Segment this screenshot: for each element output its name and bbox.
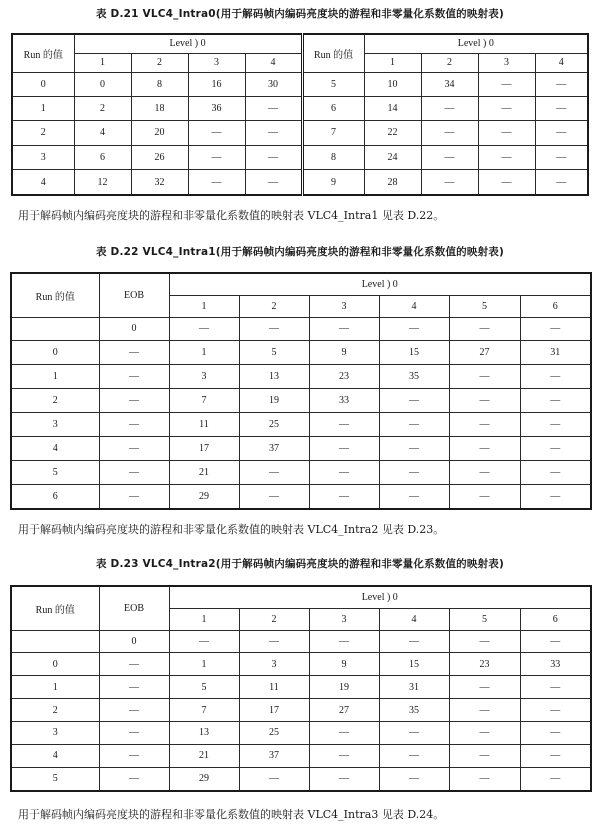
level-col-header: 2	[239, 295, 309, 317]
level-col-header: 2	[421, 53, 478, 72]
level-header-right: Level ) 0	[364, 34, 588, 53]
level-col-header: 2	[131, 53, 188, 72]
table-row: 2 — 7 19 33 — — —	[11, 389, 591, 413]
table-row: 3 — 13 25 — — — —	[11, 721, 591, 744]
table-d22-caption: 表 D.22 VLC4_Intra1(用于解码帧内编码亮度块的游程和非零量化系数值的映射表)	[96, 246, 504, 258]
table-row: 0 — 1 3 9 15 23 33	[11, 653, 591, 676]
table-row: 5 — 21 — — — — —	[11, 460, 591, 484]
table-d22	[10, 272, 592, 510]
run-header-right: Run 的值	[302, 34, 364, 72]
level-col-header: 6	[520, 608, 591, 630]
level-col-header: 4	[379, 608, 449, 630]
table-row: 4 12 32 — — 9 28 — — —	[12, 170, 588, 195]
table-row: 3 — 11 25 — — — —	[11, 413, 591, 437]
level-col-header: 3	[309, 295, 379, 317]
table-d23-caption: 表 D.23 VLC4_Intra2(用于解码帧内编码亮度块的游程和非零量化系数值的映射表)	[96, 558, 504, 570]
table-row: 1 2 18 36 — 6 14 — — —	[12, 96, 588, 120]
level-header: Level ) 0	[169, 586, 591, 608]
run-header: Run 的值	[11, 586, 99, 630]
level-col-header: 3	[309, 608, 379, 630]
level-col-header: 5	[449, 295, 520, 317]
paragraph-ref-d22: 用于解码帧内编码亮度块的游程和非零量化系数值的映射表 VLC4_Intra1 见表 D.22。	[18, 209, 445, 222]
table-row: 1 — 5 11 19 31 — —	[11, 676, 591, 699]
paragraph-ref-d23: 用于解码帧内编码亮度块的游程和非零量化系数值的映射表 VLC4_Intra2 见表 D.23。	[18, 523, 445, 536]
level-col-header: 5	[449, 608, 520, 630]
eob-header: EOB	[99, 586, 169, 630]
level-header: Level ) 0	[169, 273, 591, 295]
level-col-header: 1	[364, 53, 421, 72]
table-row: 1 — 3 13 23 35 — —	[11, 365, 591, 389]
level-col-header: 4	[379, 295, 449, 317]
level-col-header: 1	[169, 608, 239, 630]
level-col-header: 3	[188, 53, 245, 72]
level-col-header: 3	[478, 53, 535, 72]
level-col-header: 1	[74, 53, 131, 72]
table-d21	[11, 33, 589, 196]
level-col-header: 6	[520, 295, 591, 317]
level-header-left: Level ) 0	[74, 34, 302, 53]
eob-header: EOB	[99, 273, 169, 317]
level-col-header: 2	[239, 608, 309, 630]
table-row: 2 — 7 17 27 35 — —	[11, 699, 591, 722]
table-d23	[10, 585, 592, 792]
run-header: Run 的值	[11, 273, 99, 317]
table-row: 0 — 1 5 9 15 27 31	[11, 341, 591, 365]
table-row: 2 4 20 — — 7 22 — — —	[12, 121, 588, 145]
table-row: 0 0 8 16 30 5 10 34 — —	[12, 72, 588, 96]
table-row: 4 — 17 37 — — — —	[11, 436, 591, 460]
run-header-left: Run 的值	[12, 34, 74, 72]
table-d21-caption: 表 D.21 VLC4_Intra0(用于解码帧内编码亮度块的游程和非零量化系数值的映射表)	[96, 8, 504, 20]
table-row: 6 — 29 — — — — —	[11, 484, 591, 509]
level-col-header: 4	[245, 53, 302, 72]
level-col-header: 1	[169, 295, 239, 317]
paragraph-ref-d24: 用于解码帧内编码亮度块的游程和非零量化系数值的映射表 VLC4_Intra3 见表 D.24。	[18, 808, 445, 821]
table-row: 4 — 21 37 — — — —	[11, 744, 591, 767]
level-col-header: 4	[535, 53, 588, 72]
eob-row: 0 — — — — — —	[11, 317, 591, 341]
table-row: 3 6 26 — — 8 24 — — —	[12, 145, 588, 169]
eob-row: 0 — — — — — —	[11, 630, 591, 653]
table-row: 5 — 29 — — — — —	[11, 767, 591, 791]
